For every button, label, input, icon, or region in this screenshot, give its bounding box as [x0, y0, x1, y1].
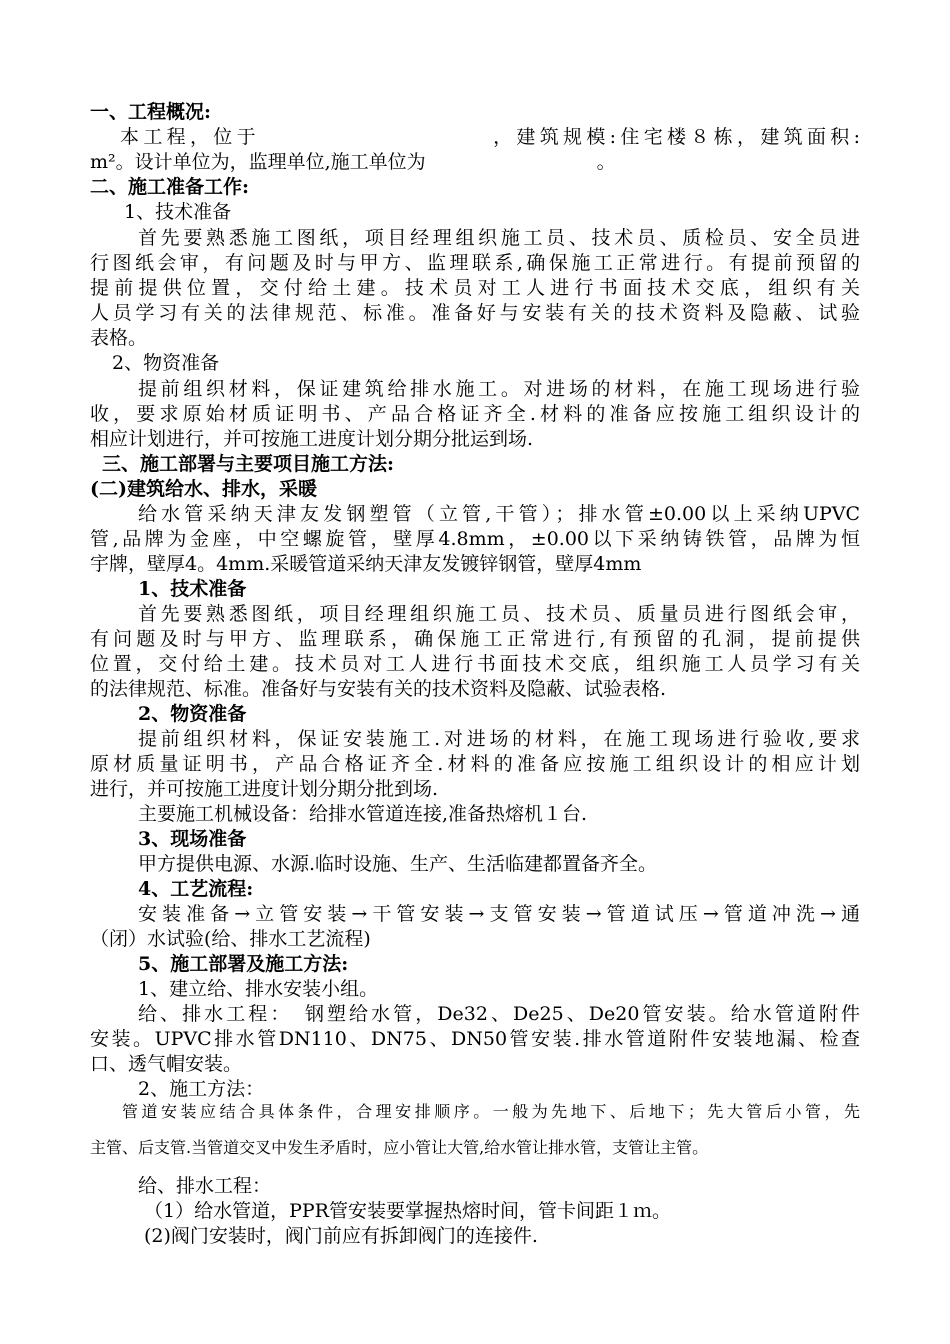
- heading-preparation: 二、施工准备工作:: [90, 176, 250, 198]
- list-item: (2)阀门安装时，阀门前应有拆卸阀门的连接件.: [144, 1225, 538, 1247]
- paragraph-line: 安装准备→立管安装→干管安装→支管安装→管道试压→管道冲洗→通: [138, 903, 860, 925]
- paragraph-line: 甲方提供电源、水源.临时设施、生产、生活临建都置备齐全。: [138, 853, 658, 875]
- paragraph-line: 主管、后支管.当管道交叉中发生矛盾时，应小管让大管,给水管让排水管，支管让主管。: [90, 1138, 709, 1157]
- paragraph-line: 的法律规范、标准。准备好与安装有关的技术资料及隐蔽、试验表格.: [90, 678, 667, 700]
- paragraph-line: 位置，交付给土建。技术员对工人进行书面技术交底，组织施工人员学习有关: [90, 653, 860, 675]
- paragraph-line: 本工程，位于 ，建筑规模:住宅楼８栋，建筑面积:: [120, 126, 860, 148]
- subheading-construction-method: 2、施工方法：: [138, 1078, 265, 1100]
- paragraph-line: 提前组织材料，保证建筑给排水施工。对进场的材料，在施工现场进行验: [138, 378, 860, 400]
- paragraph-line: （闭）水试验(给、排水工艺流程): [90, 928, 371, 950]
- paragraph-line: 提前组织材料，保证安装施工.对进场的材料，在施工现场进行验收,要求: [138, 728, 860, 750]
- subheading-material-prep-2: 2、物资准备: [138, 703, 247, 725]
- paragraph-line: 1、建立给、排水安装小组。: [138, 978, 379, 1000]
- paragraph-line: m²。设计单位为，监理单位,施工单位为 。: [90, 151, 616, 173]
- subheading-site-prep: 3、现场准备: [138, 828, 247, 850]
- subheading-tech-prep-2: 1、技术准备: [138, 578, 247, 600]
- subheading-tech-prep: 1、技术准备: [124, 201, 232, 223]
- paragraph-line: 人员学习有关的法律规范、标准。准备好与安装有关的技术资料及隐蔽、试验: [90, 302, 860, 324]
- list-item: （1）给水管道，PPR管安装要掌握热熔时间，管卡间距１ｍ。: [144, 1200, 671, 1222]
- paragraph-line: 给水管采纳天津友发钢塑管（立管,干管）；排水管±0.00以上采纳UPVC: [138, 503, 860, 525]
- paragraph-line: 有问题及时与甲方、监理联系，确保施工正常进行,有预留的孔洞，提前提供: [90, 628, 860, 650]
- paragraph-line: 相应计划进行，并可按施工进度计划分期分批运到场.: [90, 428, 534, 450]
- paragraph-line: 安装。UPVC排水管DN110、DN75、DN50管安装.排水管道附件安装地漏、检查: [90, 1028, 860, 1050]
- paragraph-line: 口、透气帽安装。: [90, 1053, 243, 1075]
- subheading-plumbing-heating: (二)建筑给水、排水，采暖: [90, 478, 317, 500]
- subheading-material-prep: 2、物资准备: [112, 352, 220, 374]
- paragraph-line: 首先要熟悉图纸，项目经理组织施工员、技术员、质量员进行图纸会审，: [138, 603, 860, 625]
- paragraph-line: 宇牌，壁厚4。4mm.采暖管道采纳天津友发镀锌钢管，壁厚4mm: [90, 553, 642, 575]
- paragraph-line: 给、排水工程： 钢塑给水管，De32、De25、De20管安装。给水管道附件: [138, 1003, 860, 1025]
- heading-project-overview: 一、工程概况:: [90, 101, 212, 123]
- paragraph-line: 表格。: [90, 327, 148, 349]
- subheading-process-flow: 4、工艺流程:: [138, 878, 254, 900]
- subheading-deployment-methods: 5、施工部署及施工方法:: [138, 953, 349, 975]
- paragraph-line: 进行，并可按施工进度计划分期分批到场.: [90, 778, 439, 800]
- paragraph-line: 提前提供位置，交付给土建。技术员对工人进行书面技术交底，组织有关: [90, 277, 860, 299]
- paragraph-line: 首先要熟悉施工图纸，项目经理组织施工员、技术员、质检员、安全员进: [138, 227, 860, 249]
- heading-deployment: 三、施工部署与主要项目施工方法:: [102, 453, 395, 475]
- paragraph-line: 管,品牌为金座，中空螺旋管，壁厚4.8mm，±0.00以下采纳铸铁管，品牌为恒: [90, 528, 860, 550]
- subheading-plumbing-works: 给、排水工程：: [138, 1175, 272, 1197]
- paragraph-line: 行图纸会审，有问题及时与甲方、监理联系,确保施工正常进行。有提前预留的: [90, 252, 860, 274]
- paragraph-line: 管道安装应结合具体条件，合理安排顺序。一般为先地下、后地下；先大管后小管，先: [122, 1102, 860, 1121]
- paragraph-line: 原材质量证明书，产品合格证齐全.材料的准备应按施工组织设计的相应计划: [90, 753, 860, 775]
- paragraph-line: 主要施工机械设备：给排水管道连接,准备热熔机１台.: [138, 803, 588, 825]
- paragraph-line: 收，要求原始材质证明书、产品合格证齐全.材料的准备应按施工组织设计的: [90, 403, 860, 425]
